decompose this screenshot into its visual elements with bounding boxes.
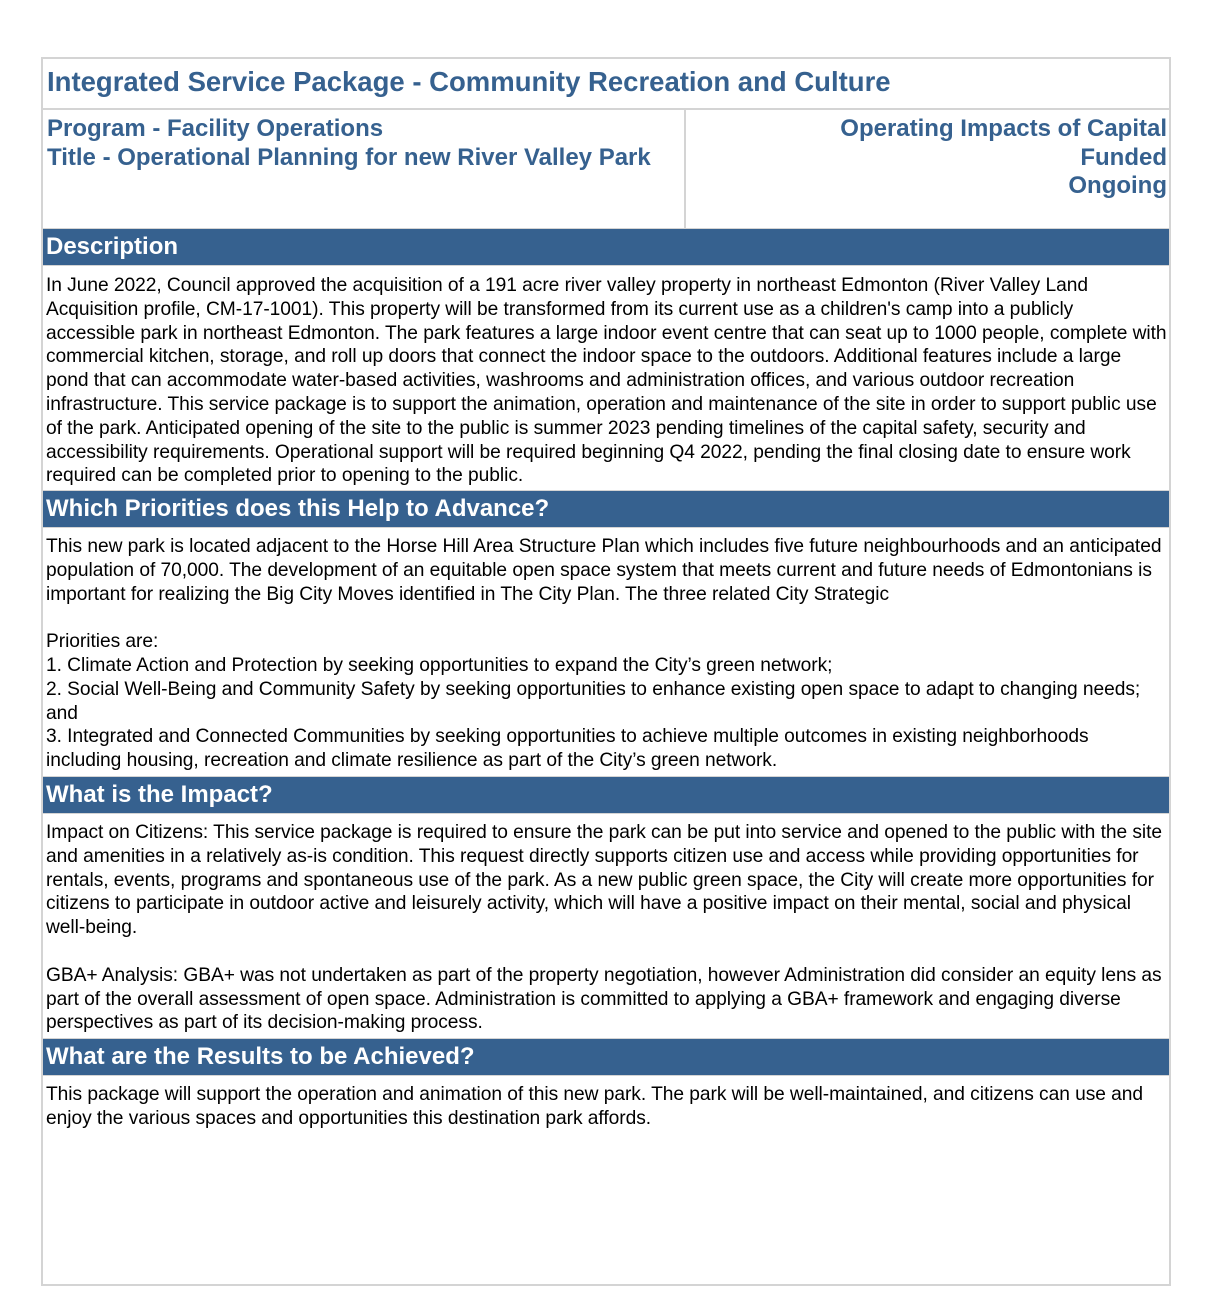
results-text: This package will support the operation and animation of this new park. The park will be well-maintained, and citizens can use and enjoy the various spaces and opportunities this destination park affords. [46,1084,1144,1129]
impact-citizens: Impact on Citizens: This service package is required to ensure the park can be put into service and opened to the public with the site and amenities in a relatively as-is condition. This request directly supports citizen use and access while providing opportunities for rentals, events, programs and spontaneous use of the park. As a new public green space, the City will create more opportunities for citizens to participate in outdoor active and leisurely activity, which will have a positive impact on their mental, social and physical well-being. [46,822,1163,939]
status-details [840,115,1167,201]
priorities-heading: Which Priorities does this Help to Advance? [43,490,1169,528]
service-package-page [41,57,1171,1286]
description-heading: Description [43,228,1169,266]
impact-type: Operating Impacts of Capital [840,115,1167,142]
description-text: In June 2022, Council approved the acquisition of a 191 acre river valley property in northeast Edmonton (River Valley Land Acquisition profile, CM-17-1001). This property will be transformed from its current use as a children's camp into a publicly accessible park in northeast Edmonton. The park features a large indoor event centre that can seat up to 1000 people, complete with commercial kitchen, storage, and roll up doors that connect the indoor space to the outdoors. Additional features include a large pond that can accommodate water-based activities, washrooms and administration offices, and various outdoor recreation infrastructure. This service package is to support the animation, operation and maintenance of the site in order to support public use of the park. Anticipated opening of the site to the public is summer 2023 pending timelines of the capital safety, security and accessibility requirements. Operational support will be required beginning Q4 2022, pending the final closing date to ensure work required can be completed prior to opening to the public. [46,275,1167,487]
funding-status: Funded [1080,143,1167,171]
priorities-intro: This new park is located adjacent to the Horse Hill Area Structure Plan which includes five future neighbourhoods and an anticipated population of 70,000. The development of an equitable open space system that meets current and future needs of Edmontonians is important for realizing the Big City Moves identified in The City Plan. The three related City Strategic [46,536,1162,605]
program-name: Program - Facility Operations [47,115,384,142]
impact-body [46,821,1167,1035]
impact-gba: GBA+ Analysis: GBA+ was not undertaken as part of the property negotiation, however Administration did consider an equity lens as part of the overall assessment of open space. Administration is committed to applying a GBA+ framework and engaging diverse perspectives as part of its decision-making process. [46,964,1162,1034]
program-info [43,110,686,228]
results-heading: What are the Results to be Achieved? [43,1038,1169,1076]
page-title: Integrated Service Package - Community Recreation and Culture [47,66,891,97]
description-body [46,274,1167,488]
priority-item: 2. Social Well-Being and Community Safety by seeking opportunities to enhance existing open space to adapt to changing needs; and [46,678,1141,724]
priorities-body [46,535,1167,773]
package-title: Title - Operational Planning for new River Valley Park [47,143,651,171]
priority-item: 1. Climate Action and Protection by seeking opportunities to expand the City’s green network; [46,654,833,676]
priority-item: 3. Integrated and Connected Communities by seeking opportunities to achieve multiple outcomes in existing neighborhoods including housing, recreation and climate resilience as part of the City’s green network. [46,726,1089,772]
program-details [47,115,651,172]
program-row [43,110,1169,228]
results-body [46,1083,1167,1131]
priorities-lead: Priorities are: [46,631,159,653]
impact-heading: What is the Impact? [43,776,1169,814]
duration: Ongoing [1068,172,1167,199]
package-status [686,110,1169,228]
title-row [43,59,1169,110]
